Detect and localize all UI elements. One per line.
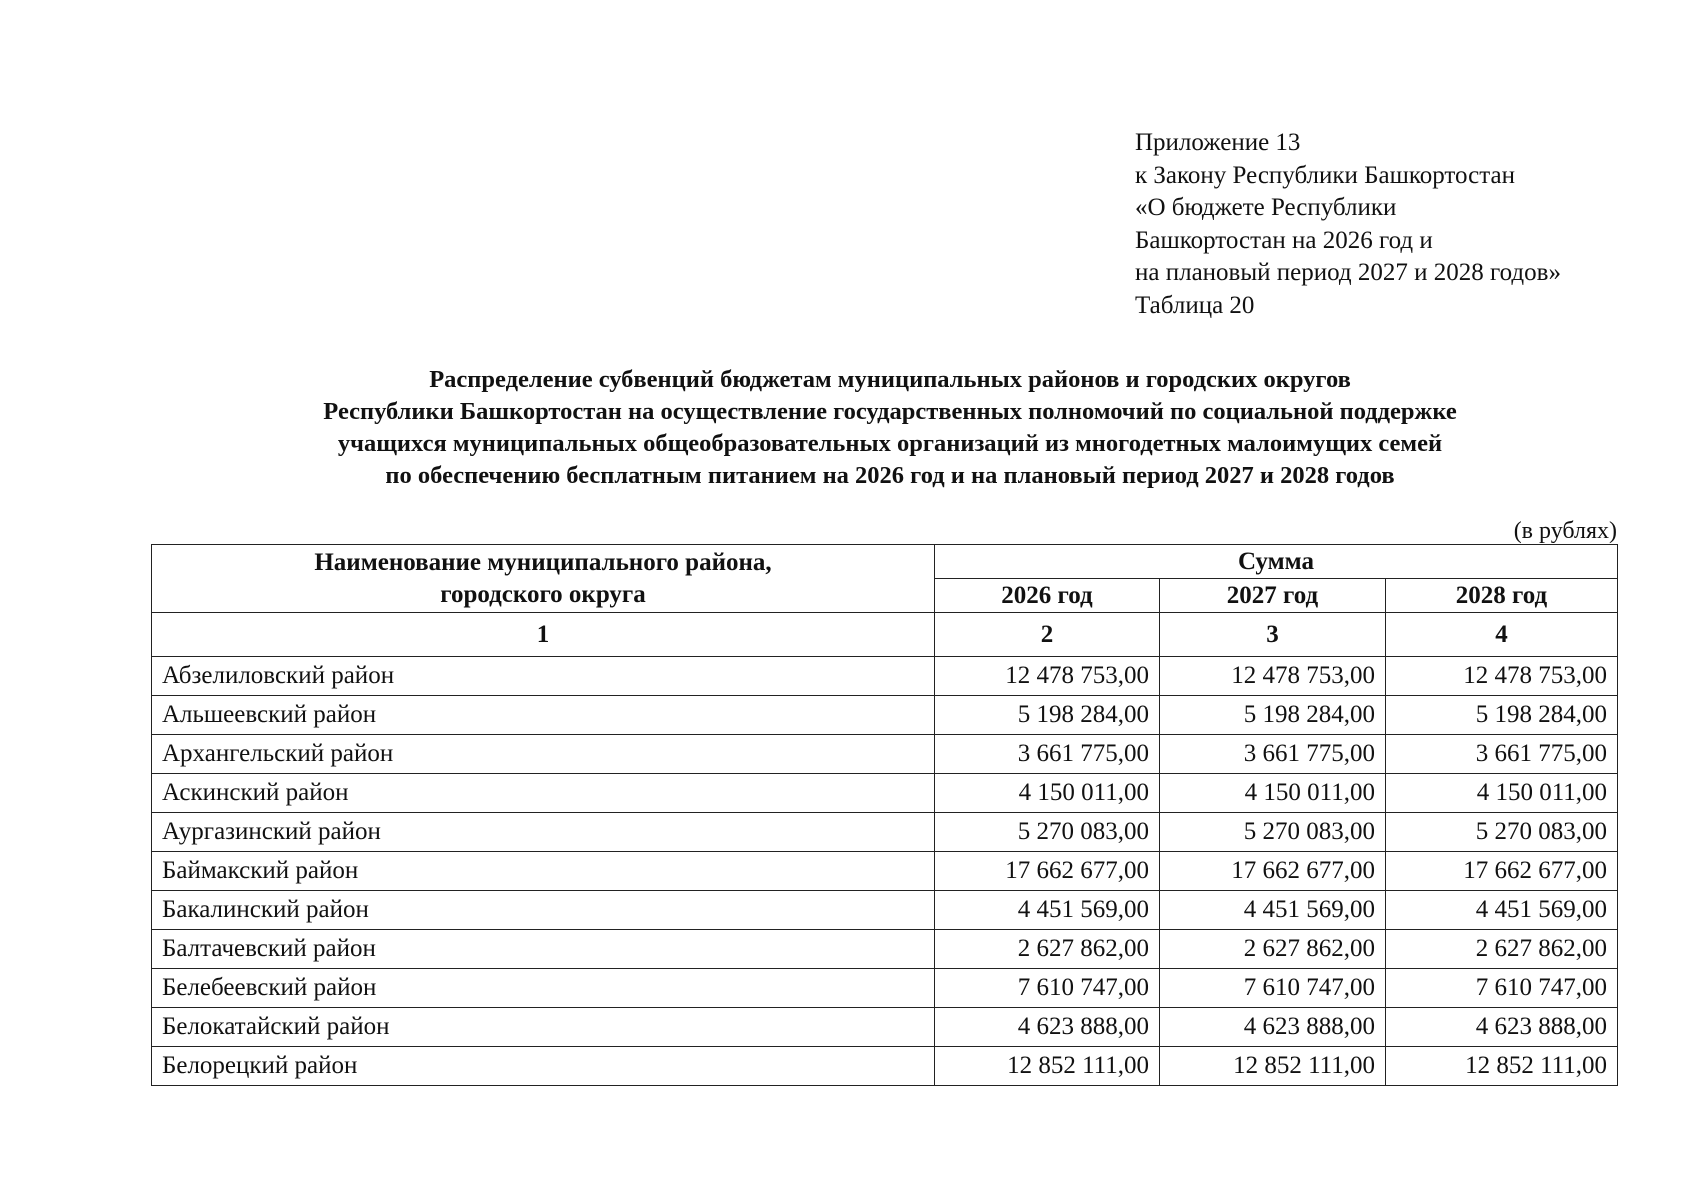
header-sum: Сумма [935, 545, 1618, 579]
table-row [152, 1047, 1618, 1086]
amount-2027: 4 451 569,00 [1160, 891, 1386, 930]
amount-2026: 7 610 747,00 [935, 969, 1160, 1008]
amount-2027: 17 662 677,00 [1160, 852, 1386, 891]
amount-2026: 4 150 011,00 [935, 774, 1160, 813]
appendix-line: на плановый период 2027 и 2028 годов» [1135, 259, 1561, 286]
amount-2028: 5 198 284,00 [1386, 696, 1618, 735]
appendix-line: Приложение 13 [1135, 129, 1301, 156]
subsidy-table [151, 544, 1618, 1086]
title-line: Республики Башкортостан на осуществление государственных полномочий по социальной поддержке [323, 398, 1457, 425]
table-row [152, 1008, 1618, 1047]
district-name: Белокатайский район [152, 1008, 935, 1047]
district-name: Белорецкий район [152, 1047, 935, 1086]
appendix-line: Башкортостан на 2026 год и [1135, 226, 1433, 254]
amount-2027: 3 661 775,00 [1160, 735, 1386, 774]
amount-2028: 12 852 111,00 [1386, 1047, 1618, 1086]
table-row [152, 696, 1618, 735]
amount-2026: 2 627 862,00 [935, 930, 1160, 969]
district-name: Аургазинский район [152, 813, 935, 852]
amount-2028: 4 623 888,00 [1386, 1008, 1618, 1047]
amount-2028: 7 610 747,00 [1386, 969, 1618, 1008]
header-year-2028: 2028 год [1386, 579, 1618, 613]
amount-2026: 5 198 284,00 [935, 696, 1160, 735]
column-number: 4 [1386, 613, 1618, 657]
amount-2026: 3 661 775,00 [935, 735, 1160, 774]
amount-2027: 7 610 747,00 [1160, 969, 1386, 1008]
amount-2028: 12 478 753,00 [1386, 657, 1618, 696]
table-row [152, 852, 1618, 891]
amount-2026: 5 270 083,00 [935, 813, 1160, 852]
appendix-header [1135, 127, 1561, 322]
amount-2027: 2 627 862,00 [1160, 930, 1386, 969]
amount-2028: 4 451 569,00 [1386, 891, 1618, 930]
header-year-2027: 2027 год [1160, 579, 1386, 613]
district-name: Абзелиловский район [152, 657, 935, 696]
table-row [152, 813, 1618, 852]
table-row [152, 735, 1618, 774]
district-name: Аскинский район [152, 774, 935, 813]
amount-2026: 4 451 569,00 [935, 891, 1160, 930]
district-name: Балтачевский район [152, 930, 935, 969]
appendix-line: к Закону Республики Башкортостан [1135, 161, 1515, 189]
header-name-line1: Наименование муниципального района, [314, 548, 772, 576]
district-name: Альшеевский район [152, 696, 935, 735]
amount-2027: 5 270 083,00 [1160, 813, 1386, 852]
amount-2028: 5 270 083,00 [1386, 813, 1618, 852]
table-row [152, 969, 1618, 1008]
district-name: Баймакский район [152, 852, 935, 891]
document-title [150, 364, 1630, 492]
header-name [152, 545, 935, 613]
column-number: 3 [1160, 613, 1386, 657]
table-row [152, 774, 1618, 813]
amount-2026: 12 852 111,00 [935, 1047, 1160, 1086]
appendix-line: Таблица 20 [1135, 291, 1255, 319]
column-number: 1 [152, 613, 935, 657]
district-name: Белебеевский район [152, 969, 935, 1008]
amount-2026: 12 478 753,00 [935, 657, 1160, 696]
unit-label: (в рублях) [1513, 518, 1617, 544]
amount-2028: 2 627 862,00 [1386, 930, 1618, 969]
district-name: Архангельский район [152, 735, 935, 774]
amount-2026: 4 623 888,00 [935, 1008, 1160, 1047]
amount-2027: 4 623 888,00 [1160, 1008, 1386, 1047]
amount-2028: 17 662 677,00 [1386, 852, 1618, 891]
title-line: Распределение субвенций бюджетам муниципальных районов и городских округов [429, 366, 1351, 393]
amount-2027: 12 478 753,00 [1160, 657, 1386, 696]
table-row [152, 930, 1618, 969]
amount-2027: 4 150 011,00 [1160, 774, 1386, 813]
amount-2027: 5 198 284,00 [1160, 696, 1386, 735]
table-row [152, 891, 1618, 930]
amount-2028: 4 150 011,00 [1386, 774, 1618, 813]
appendix-line: «О бюджете Республики [1135, 194, 1397, 221]
header-name-line2: городского округа [440, 580, 646, 608]
title-line: по обеспечению бесплатным питанием на 2026 год и на плановый период 2027 и 2028 годов [385, 462, 1395, 489]
table-row [152, 657, 1618, 696]
amount-2026: 17 662 677,00 [935, 852, 1160, 891]
title-line: учащихся муниципальных общеобразовательных организаций из многодетных малоимущих семей [337, 430, 1443, 457]
amount-2028: 3 661 775,00 [1386, 735, 1618, 774]
header-year-2026: 2026 год [935, 579, 1160, 613]
district-name: Бакалинский район [152, 891, 935, 930]
amount-2027: 12 852 111,00 [1160, 1047, 1386, 1086]
column-number: 2 [935, 613, 1160, 657]
